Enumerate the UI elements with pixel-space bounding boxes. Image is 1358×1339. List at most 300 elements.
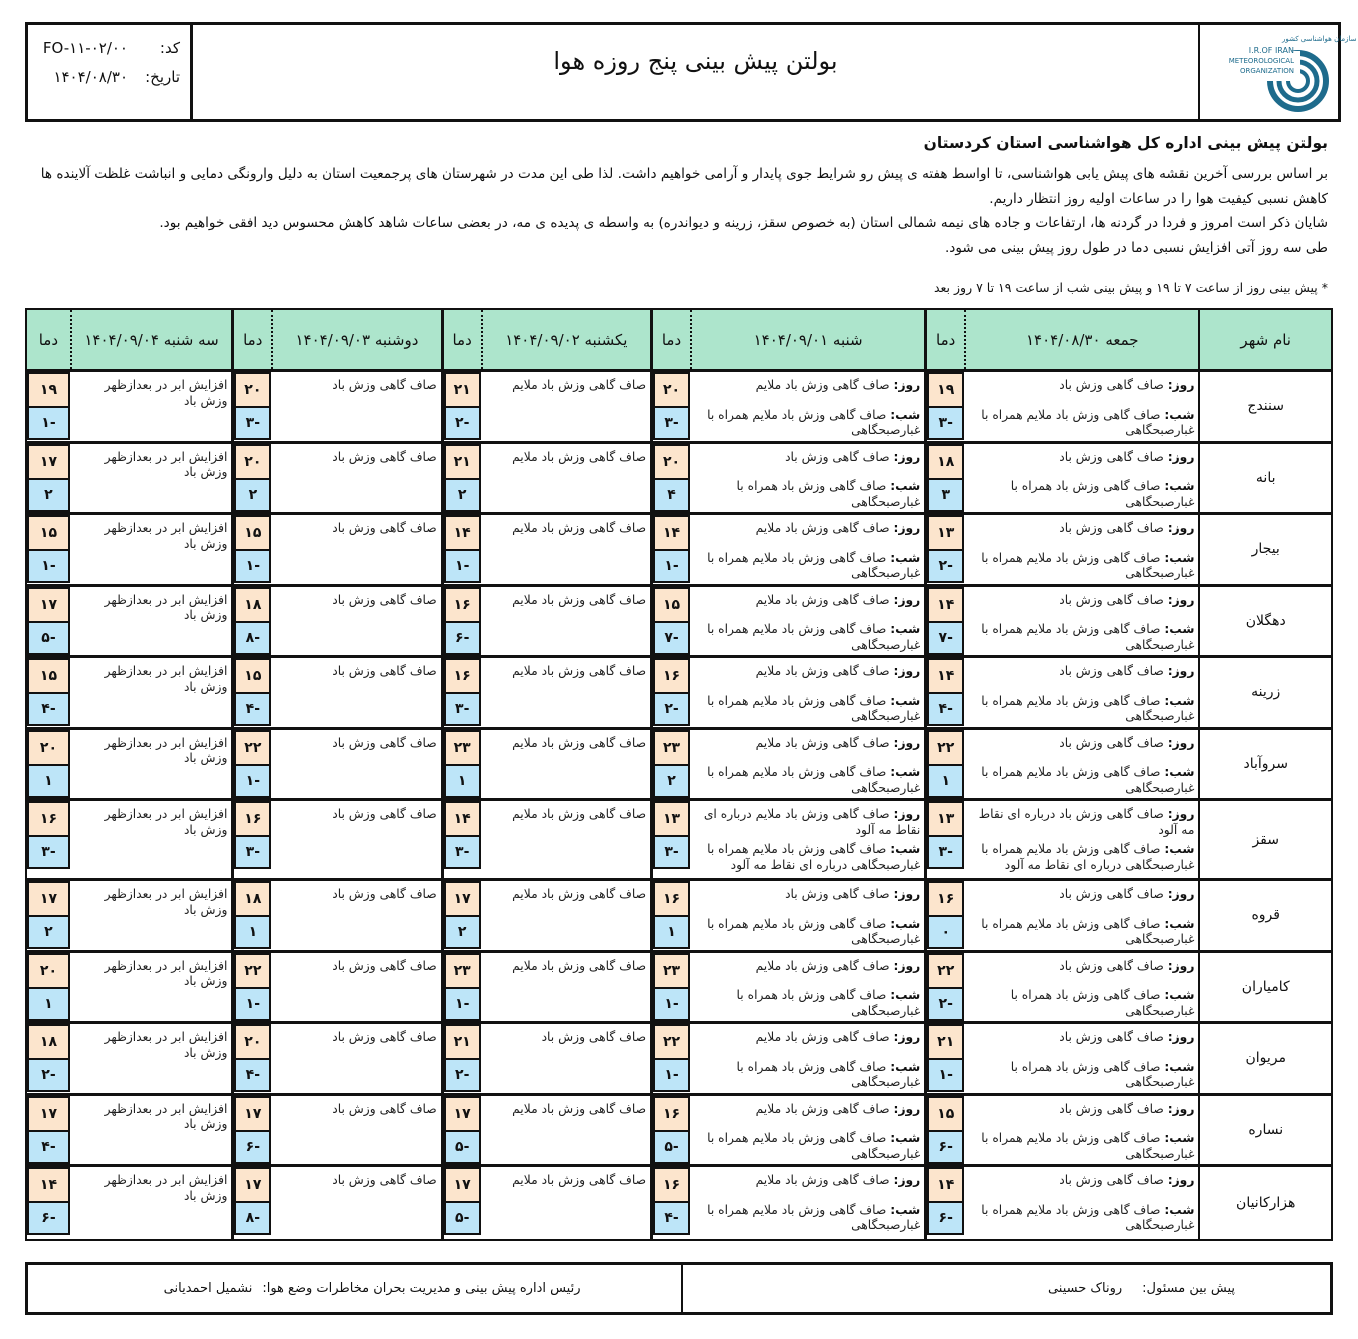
max-temp: ۱۷ bbox=[234, 1167, 271, 1201]
header-day-4: دوشنبه ۱۴۰۴/۰۹/۰۳ bbox=[271, 310, 440, 369]
forecast-text: افزایش ابر در بعدازظهر وزش باد bbox=[104, 1030, 228, 1060]
forecast-text: افزایش ابر در بعدازظهر وزش باد bbox=[104, 592, 228, 622]
min-temp: -۳ bbox=[927, 835, 964, 869]
day-night-forecast bbox=[690, 1167, 924, 1239]
night-forecast-text: صاف گاهی وزش باد ملایم همراه با غبارصبحگاهی bbox=[707, 693, 921, 723]
max-temp: ۱۵ bbox=[653, 587, 690, 621]
night-label: شب: bbox=[1164, 550, 1195, 565]
day-label: روز: bbox=[893, 735, 921, 750]
day-label: روز: bbox=[1167, 449, 1195, 464]
meteorological-organization-logo-icon bbox=[1210, 29, 1357, 115]
forecast-text: صاف گاهی وزش باد bbox=[332, 1173, 437, 1187]
day-forecast bbox=[970, 959, 1194, 975]
day-label: روز: bbox=[1167, 1101, 1195, 1116]
temperature-cell bbox=[441, 1167, 481, 1239]
night-forecast bbox=[696, 1060, 920, 1091]
day-night-forecast bbox=[690, 658, 924, 727]
temperature-cell bbox=[231, 372, 271, 441]
table-row bbox=[27, 515, 1331, 587]
max-temp: ۱۶ bbox=[653, 1167, 690, 1201]
night-forecast-text: صاف گاهی وزش باد همراه با غبارصبحگاهی bbox=[1010, 479, 1195, 509]
temperature-cell bbox=[924, 444, 964, 513]
temperature-cell bbox=[27, 801, 70, 878]
night-forecast-text: صاف گاهی وزش باد ملایم همراه با غبارصبحگاهی درباره ای نقاط مه آلود bbox=[707, 842, 921, 872]
forecast-text: افزایش ابر در بعدازظهر وزش باد bbox=[104, 1101, 228, 1131]
min-temp: -۱ bbox=[234, 987, 271, 1021]
city-name: زرینه bbox=[1198, 658, 1331, 727]
min-temp: -۳ bbox=[27, 835, 70, 869]
temperature-cell bbox=[441, 801, 481, 878]
night-forecast-text: صاف گاهی وزش باد ملایم همراه با غبارصبحگاهی bbox=[707, 765, 921, 795]
min-temp: ۱ bbox=[653, 915, 690, 949]
table-header bbox=[27, 310, 1331, 372]
max-temp: ۱۷ bbox=[444, 1096, 481, 1130]
forecast-text: صاف گاهی وزش باد bbox=[332, 1030, 437, 1044]
forecast-text: صاف گاهی وزش باد ملایم bbox=[512, 664, 647, 678]
temperature-cell bbox=[650, 801, 690, 878]
forecast-text: صاف گاهی وزش باد bbox=[332, 521, 437, 535]
night-label: شب: bbox=[1164, 407, 1195, 422]
day-forecast bbox=[696, 521, 920, 537]
night-forecast bbox=[970, 551, 1194, 582]
max-temp: ۱۵ bbox=[27, 658, 70, 692]
forecast-text: صاف گاهی وزش باد bbox=[332, 807, 437, 821]
temperature-cell bbox=[650, 372, 690, 441]
day-night-forecast bbox=[690, 587, 924, 656]
temperature-cell bbox=[441, 515, 481, 584]
forecast-text: صاف گاهی وزش باد ملایم bbox=[512, 887, 647, 901]
night-forecast-text: صاف گاهی وزش باد ملایم همراه با غبارصبحگاهی bbox=[707, 916, 921, 946]
max-temp: ۱۴ bbox=[927, 1167, 964, 1201]
max-temp: ۲۰ bbox=[234, 372, 271, 406]
temperature-cell bbox=[27, 1096, 70, 1165]
forecast-text: صاف گاهی وزش باد ملایم bbox=[512, 1173, 647, 1187]
temperature-cell bbox=[441, 587, 481, 656]
forecast-text: افزایش ابر در بعدازظهر وزش باد bbox=[104, 521, 228, 551]
day-night-forecast bbox=[964, 658, 1198, 727]
day-forecast-text: صاف گاهی وزش باد ملایم bbox=[755, 592, 890, 607]
min-temp: -۴ bbox=[653, 1201, 690, 1235]
max-temp: ۲۲ bbox=[927, 953, 964, 987]
max-temp: ۱۷ bbox=[234, 1096, 271, 1130]
temperature-cell bbox=[650, 1167, 690, 1239]
min-temp: -۷ bbox=[927, 621, 964, 655]
table-row bbox=[27, 881, 1331, 953]
min-temp: -۶ bbox=[927, 1201, 964, 1235]
forecast-text: صاف گاهی وزش باد ملایم bbox=[512, 1101, 647, 1116]
day-label: روز: bbox=[1167, 592, 1195, 607]
temperature-cell bbox=[27, 1167, 70, 1239]
night-label: شب: bbox=[890, 988, 921, 1002]
max-temp: ۲۲ bbox=[234, 730, 271, 764]
code-row bbox=[38, 33, 180, 62]
day-night-forecast bbox=[690, 881, 924, 950]
city-name: دهگلان bbox=[1198, 587, 1331, 656]
night-forecast-text: صاف گاهی وزش باد ملایم همراه با غبارصبحگاهی bbox=[981, 550, 1195, 580]
night-forecast bbox=[696, 408, 920, 439]
day-forecast-text: صاف گاهی وزش باد bbox=[1059, 449, 1164, 464]
forecast-table bbox=[25, 308, 1333, 1241]
max-temp: ۲۲ bbox=[653, 1024, 690, 1058]
night-forecast bbox=[696, 551, 920, 582]
max-temp: ۱۵ bbox=[27, 515, 70, 549]
day-forecast-text: صاف گاهی وزش باد bbox=[1059, 592, 1164, 607]
min-temp: -۴ bbox=[27, 1130, 70, 1164]
day-night-forecast bbox=[964, 1167, 1198, 1239]
forecaster-label: پیش بین مسئول: bbox=[1142, 1281, 1235, 1296]
max-temp: ۱۶ bbox=[653, 1096, 690, 1130]
day-forecast bbox=[696, 736, 920, 752]
day-forecast-text: صاف گاهی وزش باد bbox=[1059, 1101, 1164, 1116]
max-temp: ۱۹ bbox=[927, 372, 964, 406]
min-temp: -۶ bbox=[444, 621, 481, 655]
max-temp: ۱۳ bbox=[927, 515, 964, 549]
min-temp: -۱ bbox=[653, 549, 690, 583]
max-temp: ۱۴ bbox=[27, 1167, 70, 1201]
temperature-cell bbox=[231, 515, 271, 584]
min-temp: -۵ bbox=[27, 621, 70, 655]
intro-paragraph-1: بر اساس بررسی آخرین نقشه های پیش یابی هواشناسی، تا اواسط هفته ی پیش رو شرایط جوی پایدار و آرامی خواهیم داشت. لذا طی این مدت در شهرستان های پرجمعیت استان به دلیل وارونگی دمایی و انباشت غلظت آلاینده ها کاهش نسبی کیفیت هوا را در ساعات اولیه روز انتظار داریم. bbox=[40, 166, 1328, 207]
night-forecast bbox=[970, 694, 1194, 725]
day-label: روز: bbox=[893, 592, 921, 607]
night-label: شب: bbox=[890, 1059, 921, 1074]
day-label: روز: bbox=[893, 1173, 921, 1187]
night-label: شب: bbox=[890, 1202, 921, 1217]
night-label: شب: bbox=[890, 693, 921, 708]
night-forecast-text: صاف گاهی وزش باد ملایم همراه با غبارصبحگاهی bbox=[707, 1202, 921, 1232]
night-label: شب: bbox=[890, 479, 921, 493]
day-forecast bbox=[970, 450, 1194, 466]
max-temp: ۱۶ bbox=[234, 801, 271, 835]
temperature-cell bbox=[231, 1096, 271, 1165]
night-forecast bbox=[970, 988, 1194, 1019]
forecast-text: صاف گاهی وزش باد bbox=[541, 1030, 647, 1044]
code-value: FO-۱۱-۰۲/۰۰ bbox=[42, 38, 128, 57]
day-forecast-text: صاف گاهی وزش باد ملایم bbox=[755, 664, 890, 678]
min-temp: ۲ bbox=[27, 915, 70, 949]
temperature-cell bbox=[231, 801, 271, 878]
max-temp: ۲۰ bbox=[653, 372, 690, 406]
forecast-text: صاف گاهی وزش باد ملایم bbox=[512, 449, 647, 464]
table-row bbox=[27, 730, 1331, 802]
temperature-cell bbox=[924, 1096, 964, 1165]
day-forecast-text: صاف گاهی وزش باد ملایم bbox=[755, 378, 890, 392]
day-forecast-text: صاف گاهی وزش باد bbox=[1059, 664, 1164, 678]
forecast-text: صاف گاهی وزش باد bbox=[332, 378, 437, 392]
day-forecast bbox=[970, 593, 1194, 609]
day-forecast-text: صاف گاهی وزش باد ملایم bbox=[755, 735, 890, 750]
max-temp: ۱۴ bbox=[927, 587, 964, 621]
bulletin-intro bbox=[30, 130, 1330, 301]
city-name: هزارکانیان bbox=[1198, 1167, 1331, 1239]
header-temp-4: دما bbox=[231, 310, 271, 369]
city-name: نساره bbox=[1198, 1096, 1331, 1165]
city-name: سقز bbox=[1198, 801, 1331, 878]
max-temp: ۱۳ bbox=[927, 801, 964, 835]
date-label: تاریخ: bbox=[145, 67, 180, 86]
head-of-office-cell bbox=[28, 1265, 681, 1312]
logo-text-en-3: ORGANIZATION bbox=[1239, 67, 1294, 75]
night-forecast-text: صاف گاهی وزش باد ملایم همراه با غبارصبحگاهی bbox=[981, 916, 1195, 946]
day-forecast bbox=[970, 887, 1194, 903]
min-temp: -۳ bbox=[234, 835, 271, 869]
temperature-cell bbox=[27, 444, 70, 513]
night-label: شب: bbox=[1164, 916, 1195, 931]
min-temp: -۱ bbox=[27, 406, 70, 440]
day-forecast-text: صاف گاهی وزش باد bbox=[1059, 735, 1164, 750]
forecast-text: صاف گاهی وزش باد bbox=[332, 1101, 437, 1116]
max-temp: ۱۸ bbox=[234, 587, 271, 621]
bulletin-header bbox=[25, 22, 1357, 122]
temperature-cell bbox=[924, 1024, 964, 1093]
min-temp: ۳ bbox=[927, 478, 964, 512]
max-temp: ۱۶ bbox=[444, 658, 481, 692]
day-forecast-text: صاف گاهی وزش باد bbox=[785, 449, 890, 464]
night-label: شب: bbox=[1164, 693, 1195, 708]
day-forecast bbox=[696, 593, 920, 609]
min-temp: -۴ bbox=[927, 692, 964, 726]
max-temp: ۱۹ bbox=[27, 372, 70, 406]
max-temp: ۲۰ bbox=[234, 1024, 271, 1058]
max-temp: ۱۷ bbox=[27, 881, 70, 915]
day-label: روز: bbox=[893, 1101, 921, 1116]
night-forecast-text: صاف گاهی وزش باد همراه با غبارصبحگاهی bbox=[736, 1059, 921, 1089]
night-forecast bbox=[970, 765, 1194, 796]
day-forecast-text: صاف گاهی وزش باد bbox=[1059, 521, 1164, 535]
day-label: روز: bbox=[1167, 378, 1195, 392]
min-temp: -۲ bbox=[927, 987, 964, 1021]
forecast-text: افزایش ابر در بعدازظهر وزش باد bbox=[104, 1173, 228, 1203]
night-label: شب: bbox=[890, 916, 921, 931]
night-forecast bbox=[970, 917, 1194, 948]
day-label: روز: bbox=[893, 449, 921, 464]
night-label: شب: bbox=[1164, 1202, 1195, 1217]
header-temp-5: دما bbox=[38, 330, 59, 349]
night-forecast-text: صاف گاهی وزش باد ملایم همراه با غبارصبحگاهی bbox=[981, 622, 1195, 652]
forecast-text: صاف گاهی وزش باد bbox=[332, 958, 437, 973]
day-forecast bbox=[970, 1030, 1194, 1046]
max-temp: ۱۸ bbox=[234, 881, 271, 915]
temperature-cell bbox=[231, 881, 271, 950]
night-forecast bbox=[696, 765, 920, 796]
forecast-text: صاف گاهی وزش باد ملایم bbox=[512, 807, 647, 821]
max-temp: ۱۷ bbox=[27, 1096, 70, 1130]
min-temp: -۱ bbox=[234, 549, 271, 583]
day-night-forecast bbox=[964, 515, 1198, 584]
day-forecast bbox=[970, 521, 1194, 537]
temperature-cell bbox=[231, 953, 271, 1022]
city-name: مریوان bbox=[1198, 1024, 1331, 1093]
day-label: روز: bbox=[1167, 1173, 1195, 1187]
day-forecast bbox=[696, 450, 920, 466]
day-label: روز: bbox=[893, 521, 921, 535]
day-forecast bbox=[696, 378, 920, 394]
min-temp: -۲ bbox=[444, 1058, 481, 1092]
max-temp: ۱۴ bbox=[444, 515, 481, 549]
day-label: روز: bbox=[1167, 1030, 1195, 1044]
day-night-forecast bbox=[690, 801, 924, 878]
day-night-forecast bbox=[690, 444, 924, 513]
day-night-forecast bbox=[964, 372, 1198, 441]
forecast-text: صاف گاهی وزش باد bbox=[332, 664, 437, 678]
max-temp: ۲۰ bbox=[653, 444, 690, 478]
night-label: شب: bbox=[890, 1131, 921, 1145]
max-temp: ۲۰ bbox=[234, 444, 271, 478]
max-temp: ۱۸ bbox=[27, 1024, 70, 1058]
max-temp: ۱۵ bbox=[234, 515, 271, 549]
min-temp: -۳ bbox=[653, 406, 690, 440]
min-temp: ۲ bbox=[444, 915, 481, 949]
forecast-text: صاف گاهی وزش باد bbox=[332, 887, 437, 901]
day-forecast bbox=[970, 1173, 1194, 1189]
night-forecast bbox=[970, 1060, 1194, 1091]
min-temp: -۱ bbox=[653, 1058, 690, 1092]
day-night-forecast bbox=[690, 515, 924, 584]
max-temp: ۱۳ bbox=[653, 801, 690, 835]
min-temp: -۳ bbox=[927, 406, 964, 440]
header-day-3: یکشنبه ۱۴۰۴/۰۹/۰۲ bbox=[481, 310, 650, 369]
day-label: روز: bbox=[893, 664, 921, 678]
table-row bbox=[27, 372, 1331, 444]
temperature-cell bbox=[27, 587, 70, 656]
day-forecast bbox=[696, 959, 920, 975]
temperature-cell bbox=[650, 1024, 690, 1093]
temperature-cell bbox=[231, 444, 271, 513]
day-forecast bbox=[696, 1102, 920, 1118]
day-night-forecast bbox=[690, 730, 924, 799]
night-forecast bbox=[970, 408, 1194, 439]
min-temp: ۰ bbox=[927, 915, 964, 949]
night-forecast-text: صاف گاهی وزش باد همراه با غبارصبحگاهی bbox=[736, 988, 921, 1018]
night-forecast bbox=[696, 917, 920, 948]
temperature-cell bbox=[441, 1096, 481, 1165]
forecast-text: افزایش ابر در بعدازظهر وزش باد bbox=[104, 449, 228, 479]
table-row bbox=[27, 587, 1331, 659]
temperature-cell bbox=[27, 881, 70, 950]
max-temp: ۱۷ bbox=[444, 881, 481, 915]
temperature-cell bbox=[27, 372, 70, 441]
day-night-forecast bbox=[964, 1024, 1198, 1093]
temperature-cell bbox=[27, 730, 70, 799]
night-label: شب: bbox=[1164, 988, 1195, 1002]
forecast-time-note: * پیش بینی روز از ساعت ۷ تا ۱۹ و پیش بینی شب از ساعت ۱۹ تا ۷ روز بعد bbox=[933, 280, 1328, 295]
day-night-forecast bbox=[964, 801, 1198, 878]
header-day-1: جمعه ۱۴۰۴/۰۸/۳۰ bbox=[964, 310, 1198, 369]
max-temp: ۱۷ bbox=[27, 587, 70, 621]
min-temp: -۶ bbox=[927, 1130, 964, 1164]
day-forecast bbox=[696, 887, 920, 903]
min-temp: -۱ bbox=[234, 764, 271, 798]
temperature-cell bbox=[924, 801, 964, 878]
table-body bbox=[27, 372, 1331, 1239]
header-temp-1: دما bbox=[924, 310, 964, 369]
forecast-text: صاف گاهی وزش باد bbox=[332, 592, 437, 607]
table-row bbox=[27, 658, 1331, 730]
city-name: سروآباد bbox=[1198, 730, 1331, 799]
max-temp: ۱۷ bbox=[27, 444, 70, 478]
day-label: روز: bbox=[893, 378, 921, 392]
night-forecast bbox=[970, 479, 1194, 510]
min-temp: -۱ bbox=[444, 987, 481, 1021]
day-forecast bbox=[970, 736, 1194, 752]
day-forecast-text: صاف گاهی وزش باد bbox=[1059, 1173, 1164, 1187]
day-night-forecast bbox=[964, 1096, 1198, 1165]
min-temp: ۱ bbox=[234, 915, 271, 949]
temperature-cell bbox=[441, 444, 481, 513]
temperature-cell bbox=[924, 587, 964, 656]
day-forecast-text: صاف گاهی وزش باد ملایم bbox=[755, 958, 890, 973]
night-forecast bbox=[970, 1131, 1194, 1162]
min-temp: ۲ bbox=[653, 764, 690, 798]
min-temp: ۲ bbox=[234, 478, 271, 512]
max-temp: ۲۱ bbox=[444, 1024, 481, 1058]
day-label: روز: bbox=[893, 958, 921, 973]
night-forecast bbox=[696, 842, 920, 873]
min-temp: ۴ bbox=[653, 478, 690, 512]
table-row bbox=[27, 1024, 1331, 1096]
max-temp: ۱۶ bbox=[653, 658, 690, 692]
max-temp: ۲۰ bbox=[27, 730, 70, 764]
max-temp: ۲۳ bbox=[653, 730, 690, 764]
min-temp: -۵ bbox=[444, 1130, 481, 1164]
min-temp: ۱ bbox=[927, 764, 964, 798]
night-label: شب: bbox=[1164, 842, 1195, 856]
temperature-cell bbox=[924, 658, 964, 727]
day-night-forecast bbox=[964, 953, 1198, 1022]
header-temp-3: دما bbox=[441, 310, 481, 369]
night-label: شب: bbox=[890, 550, 921, 565]
day-label: روز: bbox=[1167, 887, 1195, 901]
temperature-cell bbox=[231, 587, 271, 656]
night-forecast-text: صاف گاهی وزش باد ملایم همراه با غبارصبحگاهی bbox=[707, 407, 921, 437]
city-name: سنندج bbox=[1198, 372, 1331, 441]
header-city: نام شهر bbox=[1198, 310, 1331, 369]
temperature-cell bbox=[231, 658, 271, 727]
forecast-text: صاف گاهی وزش باد ملایم bbox=[512, 592, 647, 607]
forecast-text: صاف گاهی وزش باد ملایم bbox=[512, 378, 647, 392]
document-meta bbox=[28, 25, 193, 119]
max-temp: ۲۱ bbox=[927, 1024, 964, 1058]
temperature-cell bbox=[650, 881, 690, 950]
max-temp: ۱۶ bbox=[444, 587, 481, 621]
day-forecast bbox=[970, 664, 1194, 680]
min-temp: -۶ bbox=[234, 1130, 271, 1164]
forecast-text: صاف گاهی وزش باد ملایم bbox=[512, 735, 647, 750]
forecast-text: صاف گاهی وزش باد ملایم bbox=[512, 958, 647, 973]
day-label: روز: bbox=[893, 1030, 921, 1044]
night-forecast-text: صاف گاهی وزش باد ملایم همراه با غبارصبحگاهی bbox=[981, 693, 1195, 723]
max-temp: ۲۲ bbox=[927, 730, 964, 764]
header-day-2: شنبه ۱۴۰۴/۰۹/۰۱ bbox=[690, 310, 924, 369]
night-forecast bbox=[696, 1131, 920, 1162]
logo-text-fa: سازمان هواشناسی کشور bbox=[1282, 35, 1357, 43]
day-label: روز: bbox=[1167, 521, 1195, 535]
min-temp: -۳ bbox=[234, 406, 271, 440]
max-temp: ۲۲ bbox=[234, 953, 271, 987]
max-temp: ۲۳ bbox=[444, 953, 481, 987]
night-forecast bbox=[696, 988, 920, 1019]
min-temp: ۱ bbox=[27, 987, 70, 1021]
table-row bbox=[27, 444, 1331, 516]
max-temp: ۱۴ bbox=[927, 658, 964, 692]
day-forecast-text: صاف گاهی وزش باد ملایم bbox=[755, 1173, 890, 1187]
night-forecast bbox=[696, 1203, 920, 1234]
max-temp: ۲۱ bbox=[444, 444, 481, 478]
temperature-cell bbox=[231, 1024, 271, 1093]
night-forecast bbox=[696, 694, 920, 725]
city-name: کامیاران bbox=[1198, 953, 1331, 1022]
intro-paragraph-2: شایان ذکر است امروز و فردا در گردنه ها، ارتفاعات و جاده های نیمه شمالی استان (به خصوص سقز، زرینه و دیواندره) به واسطه ی پدیده ی مه، در بعضی ساعات شاهد کاهش محسوس دید افقی خواهیم بود. bbox=[159, 215, 1328, 231]
